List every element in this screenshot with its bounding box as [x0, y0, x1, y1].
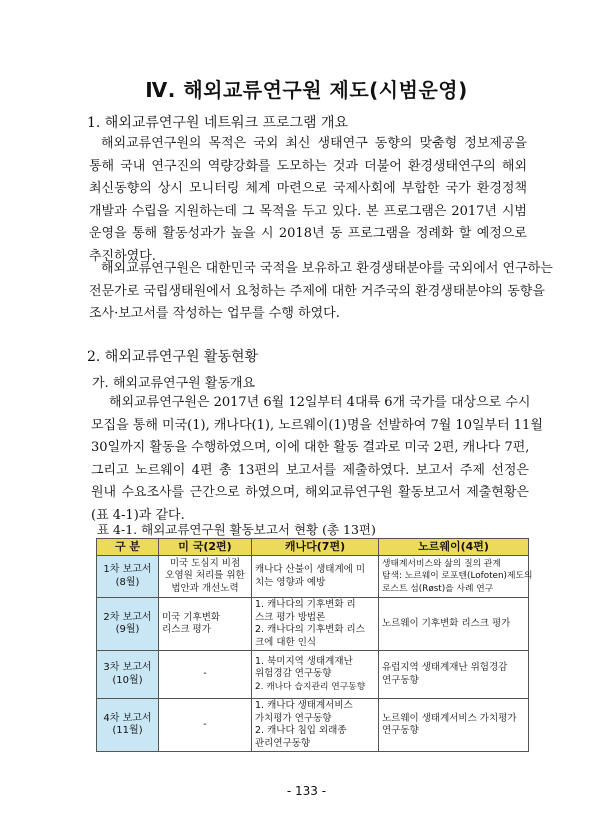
cell-line: 생태계서비스와 삶의 질의 관계 [382, 558, 501, 569]
cell-line: 미국 기후변화 [162, 611, 221, 623]
cell-line: 연구동향 [382, 725, 419, 736]
table-row [97, 651, 529, 699]
table-caption: 표 4-1. 해외교류연구원 활동보고서 현황 (총 13편) [97, 522, 376, 537]
cell-line: 스크 평가 방법론 [255, 611, 326, 623]
table-row [97, 556, 529, 598]
row-label-line: 2차 보고서 [103, 611, 152, 623]
paragraph-line: (표 4-1)과 같다. [91, 507, 185, 523]
cell-line: 관리연구동향 [255, 737, 311, 749]
paragraph-line: 원내 수요조사를 근간으로 하였으며, 해외교류연구원 활동보고서 제출현황은 [91, 485, 529, 500]
cell-usa [159, 699, 252, 752]
paragraph-line: 해외교류연구원의 목적은 국외 최신 생태연구 동향의 맞춤형 정보제공을 [101, 136, 527, 151]
cell-line: 가치평가 연구동향 [255, 712, 332, 724]
row-label-line: 1차 보고서 [103, 564, 152, 575]
paragraph-line: 모집을 통해 미국(1), 캐나다(1), 노르웨이(1)명을 선발하여 7월 10일부터 11월 [91, 417, 543, 433]
cell-line: 유럽지역 생태계재난 위험경감 [382, 662, 508, 673]
activity-report-table [96, 538, 533, 752]
cell-norway [379, 699, 529, 752]
cell-line: 오염원 처리를 위한 [165, 570, 245, 582]
row-label-line: (8월) [115, 576, 140, 588]
paragraph-line: 추진하였다. [89, 248, 156, 264]
section-1-paragraph-1 [89, 133, 527, 268]
row-label-line: (9월) [115, 624, 140, 635]
cell-canada [252, 598, 379, 651]
cell-line: 법안과 개선노력 [171, 582, 239, 594]
header-category: 구 분 [97, 539, 159, 556]
row-label-line: 4차 보고서 [103, 712, 152, 724]
cell-norway [379, 598, 529, 651]
cell-line: 위험경감 연구동향 [255, 668, 332, 680]
table-row [97, 598, 529, 651]
cell-line: 2. 캐나다 습지관리 연구동향 [255, 681, 366, 692]
header-usa: 미 국(2편) [159, 539, 252, 556]
paragraph-line: 개발과 수립을 지원하는데 그 목적을 두고 있다. 본 프로그램은 2017년 시범 [89, 203, 527, 219]
cell-canada [252, 699, 379, 752]
cell-line: 리스크 평가 [162, 624, 211, 635]
row-label [97, 598, 159, 651]
header-canada: 캐나다(7편) [252, 539, 379, 556]
row-label [97, 699, 159, 752]
cell-line: - [203, 718, 207, 730]
cell-canada [252, 651, 379, 699]
row-label-line: (10월) [112, 674, 143, 686]
cell-line: 연구동향 [382, 674, 419, 686]
cell-usa [159, 651, 252, 699]
paragraph-line: 조사·보고서를 작성하는 업무를 수행 하였다. [89, 306, 340, 321]
row-label-line: 3차 보고서 [103, 662, 152, 673]
cell-line: 캐나다 산불이 생태계에 미 [255, 564, 366, 575]
cell-line: 1. 캐나다 생태계서비스 [255, 700, 353, 711]
section-2-paragraph [91, 392, 543, 527]
section-2-heading: 2. 해외교류연구원 활동현황 [87, 349, 259, 365]
paragraph-line: 운영을 통해 활동성과가 높을 시 2018년 동 프로그램을 정례화 할 예정으로 [89, 226, 527, 241]
row-label [97, 556, 159, 598]
cell-line: 탐색: 노르웨이 로포텐(Lofoten)제도의 [382, 571, 533, 582]
cell-line: 2. 캐나다 침입 외래종 [255, 725, 347, 736]
paragraph-line: 통해 국내 연구진의 역량강화를 도모하는 것과 더불어 환경생태연구의 해외 [89, 158, 527, 174]
row-label-line: (11월) [112, 725, 143, 736]
paragraph-line: 전문가로 국립생태원에서 요청하는 주제에 대한 거주국의 환경생태분야의 동향을 [89, 283, 545, 299]
row-label [97, 651, 159, 699]
cell-line: 노르웨이 생태계서비스 가치평가 [382, 712, 517, 724]
paragraph-line: 최신동향의 상시 모니터링 체계 마련으로 국제사회에 부합한 국가 환경정책 [89, 181, 527, 196]
cell-line: 1. 북미지역 생태계재난 [255, 655, 353, 667]
chapter-title: Ⅳ. 해외교류연구원 제도(시범운영) [145, 78, 468, 102]
section-1-heading: 1. 해외교류연구원 네트워크 프로그램 개요 [87, 115, 349, 131]
cell-canada [252, 556, 379, 598]
section-1-paragraph-2 [89, 258, 553, 326]
cell-line: 1. 캐나다의 기후변화 리 [255, 599, 356, 610]
cell-norway [379, 556, 533, 598]
cell-line: 크에 대한 인식 [255, 636, 317, 648]
paragraph-line: 그리고 노르웨이 4편 총 13편의 보고서를 제출하였다. 보고서 주제 선정은 [91, 462, 529, 478]
paragraph-line: 해외교류연구원은 2017년 6월 12일부터 4대륙 6개 국가를 대상으로 수시 [109, 395, 531, 410]
cell-line: - [203, 668, 207, 680]
page-number: - 133 - [286, 784, 327, 798]
table-row [97, 699, 529, 752]
cell-line: 치는 영향과 예방 [255, 576, 326, 588]
cell-usa [159, 598, 252, 651]
paragraph-line: 해외교류연구원은 대한민국 국적을 보유하고 환경생태분야를 국외에서 연구하는 [101, 261, 553, 276]
table-header-row [97, 539, 529, 556]
cell-line: 2. 캐나다의 기후변화 리스 [255, 624, 365, 635]
cell-norway [379, 651, 529, 699]
header-norway: 노르웨이(4편) [379, 539, 529, 556]
cell-line: 미국 도심지 비점 [169, 557, 241, 569]
cell-line: 노르웨이 기후변화 리스크 평가 [382, 617, 511, 629]
section-2-subheading: 가. 해외교류연구원 활동개요 [92, 376, 256, 391]
paragraph-line: 30일까지 활동을 수행하였으며, 이에 대한 활동 결과로 미국 2편, 캐나다 7편, [91, 440, 530, 455]
cell-line: 로스트 섬(Røst)을 사례 연구 [382, 583, 494, 594]
cell-usa [159, 556, 252, 598]
